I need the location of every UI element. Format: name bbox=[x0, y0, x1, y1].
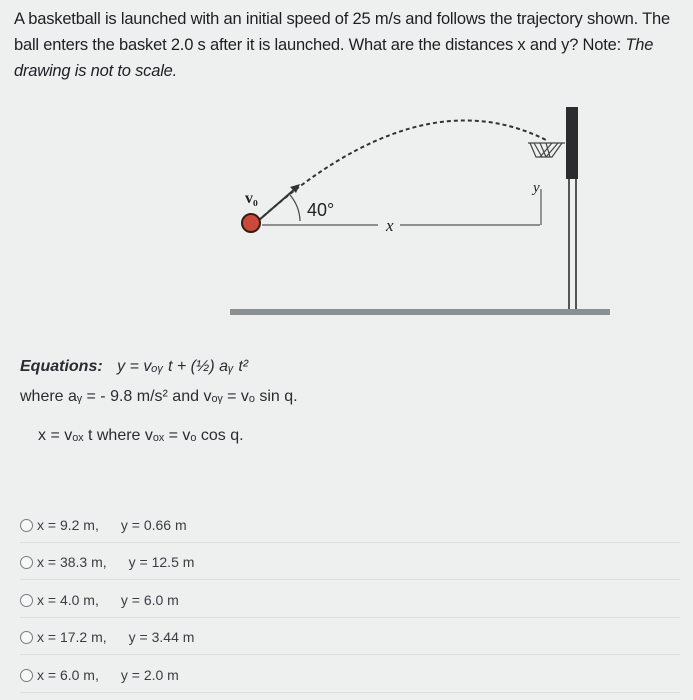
radio-button-icon[interactable] bbox=[20, 669, 33, 682]
ground bbox=[230, 309, 610, 315]
radio-button-icon[interactable] bbox=[20, 594, 33, 607]
option-5[interactable] bbox=[20, 658, 680, 693]
x-label: x bbox=[386, 216, 394, 235]
option-y: y = 0.66 m bbox=[120, 517, 187, 533]
equation-y: y = vₒᵧ t + (½) aᵧ t² bbox=[117, 358, 249, 375]
radio-button-icon[interactable] bbox=[20, 556, 33, 569]
equation-line-2: where aᵧ = - 9.8 m/s² and vₒᵧ = vₒ sin q. bbox=[20, 388, 298, 405]
option-y: y = 12.5 m bbox=[128, 554, 195, 570]
option-x: x = 4.0 m, bbox=[37, 592, 99, 608]
option-y: y = 2.0 m bbox=[120, 667, 179, 683]
option-2[interactable] bbox=[20, 545, 680, 580]
basketball bbox=[242, 214, 260, 232]
question-body: A basketball is launched with an initial speed of 25 m/s and follows the trajectory shown. The ball enters the basket 2.0 s after it is launched. What are the distances x and y? Note: bbox=[14, 10, 670, 54]
v0-label: v₀ bbox=[245, 190, 258, 207]
y-label: y bbox=[533, 180, 540, 196]
radio-button-icon[interactable] bbox=[20, 519, 33, 532]
option-3[interactable] bbox=[20, 583, 680, 618]
question-text bbox=[14, 6, 689, 84]
equation-line-3: x = vₒₓ t where vₒₓ = vₒ cos q. bbox=[38, 427, 244, 444]
option-4[interactable] bbox=[20, 620, 680, 655]
option-1[interactable] bbox=[20, 508, 680, 543]
angle-arc bbox=[290, 195, 300, 221]
trajectory-diagram bbox=[0, 95, 693, 335]
angle-label: 40° bbox=[307, 200, 335, 220]
option-x: x = 17.2 m, bbox=[37, 629, 107, 645]
option-y: y = 6.0 m bbox=[120, 592, 179, 608]
option-x: x = 38.3 m, bbox=[37, 554, 107, 570]
radio-button-icon[interactable] bbox=[20, 631, 33, 644]
option-y: y = 3.44 m bbox=[128, 629, 195, 645]
trajectory-path bbox=[258, 120, 548, 221]
option-x: x = 6.0 m, bbox=[37, 667, 99, 683]
basket-icon bbox=[528, 143, 565, 157]
backboard bbox=[566, 107, 578, 179]
option-x: x = 9.2 m, bbox=[37, 517, 99, 533]
equation-line-1 bbox=[20, 358, 248, 376]
question-note: The drawing is not to scale. bbox=[14, 36, 654, 80]
equations-title: Equations: bbox=[20, 358, 103, 375]
launch-vector bbox=[258, 188, 296, 221]
